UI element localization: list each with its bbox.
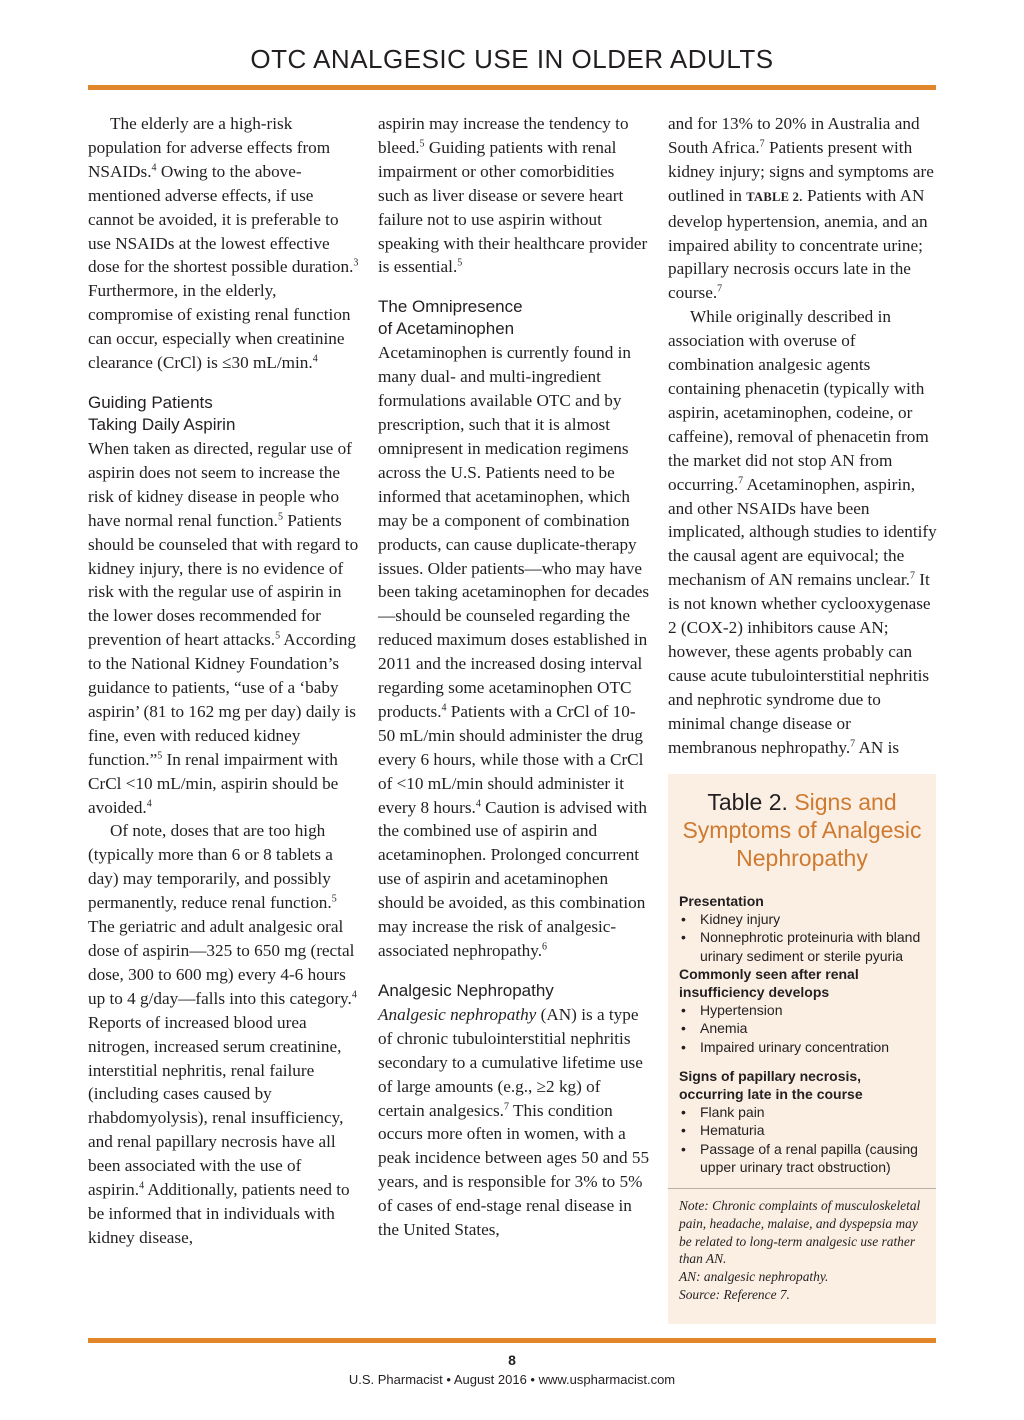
table-source: Source: Reference 7. [679, 1287, 790, 1303]
column-2 [378, 112, 650, 1242]
citation: 5 [419, 138, 425, 150]
bullet-icon: • [681, 1122, 686, 1139]
paragraph: While originally described in association with overuse of combination analgesic agents containing phenacetin (typically with aspirin, acetaminophen, codeine, or caffeine), removal of phenacetin from the market did not stop AN from occurring.$^7$ Acetaminophen, aspirin, and other NSAIDs have been implicated, although studies to identify the causal agent are equivocal; the mechanism of AN remains unclear.$^7$ It is not known whether cyclooxygenase 2 (COX-2) inhibitors cause AN; however, these agents probably can cause acute tubulointerstitial nephritis and nephrotic syndrome due to minimal change disease or membranous nephropathy.$^7$ AN is [668, 307, 937, 757]
list-item: • Passage of a renal papilla (causing upper urinary tract obstruction) [681, 1140, 918, 1175]
list-item: • Kidney injury [681, 911, 781, 928]
list-item: • Flank pain [681, 1104, 765, 1121]
citation: 5 [331, 893, 337, 905]
paragraph: Of note, doses that are too high (typically more than 6 or 8 tablets a day) may temporarily, and possibly permanently, reduce renal function.$^5$ The geriatric and adult analgesic oral dose of aspirin—325 to 650 mg (rectal dose, 300 to 600 mg) every 4-6 hours up to 4 g/day—falls into this category.$^4$ Reports of increased blood urea nitrogen, increased serum creatinine, interstitial nephritis, renal failure (including cases caused by rhabdomyolysis), renal insufficiency, and renal papillary necrosis have all been associated with the use of aspirin.$^4$ Additionally, patients need to be informed that in individuals with kidney disease, [88, 821, 357, 1247]
citation: 5 [275, 630, 281, 642]
citation: 4 [441, 702, 447, 714]
citation: 7 [850, 737, 856, 749]
running-header: OTC ANALGESIC USE IN OLDER ADULTS [250, 44, 774, 74]
footer-rule [88, 1338, 936, 1343]
paragraph: The elderly are a high-risk population for adverse effects from NSAIDs.$^4$ Owing to the above-mentioned adverse effects, if use cannot be avoided, it is preferable to use NSAIDs at the lowest effective dose for the shortest possible duration.$^3$ Furthermore, in the elderly, compromise of existing renal function can occur, especially when creatinine clearance (CrCl) is ≤30 mL/min.$^4$ [88, 114, 359, 373]
citation: 6 [542, 941, 548, 953]
citation: 4 [312, 353, 318, 365]
citation: 3 [353, 257, 359, 269]
table-abbreviation: AN: analgesic nephropathy. [679, 1269, 829, 1285]
list-item: • Hematuria [681, 1122, 765, 1139]
citation: 4 [146, 797, 152, 809]
citation: 7 [909, 570, 915, 582]
paragraph: Acetaminophen is currently found in many dual- and multi-ingredient formulations available OTC and by prescription, such that it is almost omnipresent in medication regimens across the U.S. Patients need to be informed that acetaminophen, which may be a component of combination products, can cause duplicate-therapy issues. Older patients—who may have been taking acetaminophen for decades—should be counseled regarding the reduced maximum doses established in 2011 and the increased dosing interval regarding some acetaminophen OTC products.$^4$ Patients with a CrCl of 10-50 mL/min should administer the drug every 6 hours, while those with a CrCl of <10 mL/min should administer it every 8 hours.$^4$ Caution is advised with the combined use of aspirin and acetaminophen. Prolonged concurrent use of aspirin and acetaminophen should be avoided, as this combination may increase the risk of analgesic-associated nephropathy.$^6$ [378, 343, 650, 960]
citation: 7 [503, 1100, 509, 1112]
table-footnotes [679, 1197, 926, 1304]
table-body [679, 892, 926, 1176]
section-heading: The Omnipresence of Acetaminophen [378, 297, 523, 339]
footer-publication: U.S. Pharmacist • August 2016 • www.uspharmacist.com [348, 1372, 676, 1387]
table-list [679, 910, 926, 965]
table-list [679, 1103, 926, 1176]
table-title: Table 2. Signs and Symptoms of Analgesic Nephropathy [682, 789, 922, 871]
list-item: • Nonnephrotic proteinuria with bland urinary sediment or sterile pyuria [681, 929, 921, 964]
table-group-heading: Signs of papillary necrosis, occurring late in the course [679, 1067, 863, 1103]
table-2-box [668, 774, 936, 1324]
citation: 5 [457, 257, 463, 269]
page-number: 8 [508, 1352, 516, 1368]
list-item: • Impaired urinary concentration [681, 1038, 890, 1055]
citation: 4 [139, 1180, 145, 1192]
table-group-heading: Commonly seen after renal insufficiency develops [679, 965, 859, 1001]
header-rule [88, 85, 936, 90]
citation: 4 [151, 162, 157, 174]
bullet-icon: • [681, 1140, 686, 1157]
paragraph: and for 13% to 20% in Australia and South Africa.$^7$ Patients present with kidney injury; signs and symptoms are outlined in TABLE 2. Patients with AN develop hypertension, anemia, and an impaired ability to concentrate urine; papillary necrosis occurs late in the course.$^7$ [668, 114, 934, 303]
citation: 7 [717, 283, 723, 295]
citation: 5 [157, 750, 163, 762]
paragraph: aspirin may increase the tendency to bleed.$^5$ Guiding patients with renal impairment or other comorbidities such as liver disease or severe heart failure not to use aspirin without speaking with their healthcare provider is essential.$^5$ [378, 114, 648, 277]
citation: 7 [759, 138, 765, 150]
bullet-icon: • [681, 1038, 686, 1055]
citation: 7 [738, 474, 744, 486]
list-item: • Hypertension [681, 1002, 783, 1019]
table-group-heading: Presentation [679, 893, 764, 909]
column-3 [668, 112, 940, 759]
bullet-icon: • [681, 1002, 686, 1019]
section-heading: Analgesic Nephropathy [378, 980, 554, 1000]
section-heading: Guiding Patients Taking Daily Aspirin [88, 392, 236, 434]
paragraph: Analgesic nephropathy (AN) is a type of chronic tubulointerstitial nephritis secondary to a cumulative lifetime use of large amounts (e.g., ≥2 kg) of certain analgesics.$^7$ This condition occurs more often in women, with a peak incidence between ages 50 and 55 years, and is responsible for 3% to 5% of cases of end-stage renal disease in the United States, [378, 1004, 650, 1240]
bullet-icon: • [681, 911, 686, 928]
bullet-icon: • [681, 1020, 686, 1037]
table-note: Note: Chronic complaints of musculoskeletal pain, headache, malaise, and dyspepsia may be related to long-term analgesic use rather than AN. [679, 1198, 921, 1267]
bullet-icon: • [681, 929, 686, 946]
table-reference: TABLE 2. [746, 189, 803, 204]
list-item: • Anemia [681, 1020, 748, 1037]
citation: 5 [277, 510, 283, 522]
table-list [679, 1001, 926, 1056]
citation: 4 [351, 989, 357, 1001]
citation: 4 [475, 797, 481, 809]
paragraph: When taken as directed, regular use of aspirin does not seem to increase the risk of kidney disease in people who have normal renal function.$^5$ Patients should be counseled that with regard to kidney injury, there is no evidence of risk with the regular use of aspirin in the lower doses recommended for prevention of heart attacks.$^5$ According to the National Kidney Foundation’s guidance to patients, “use of a ‘baby aspirin’ (81 to 162 mg per day) daily is fine, even with reduced kidney function.”$^5$ In renal impairment with CrCl <10 mL/min, aspirin should be avoided.$^4$ [88, 438, 359, 817]
bullet-icon: • [681, 1104, 686, 1121]
column-1 [88, 112, 360, 1250]
table-divider [668, 1188, 936, 1189]
